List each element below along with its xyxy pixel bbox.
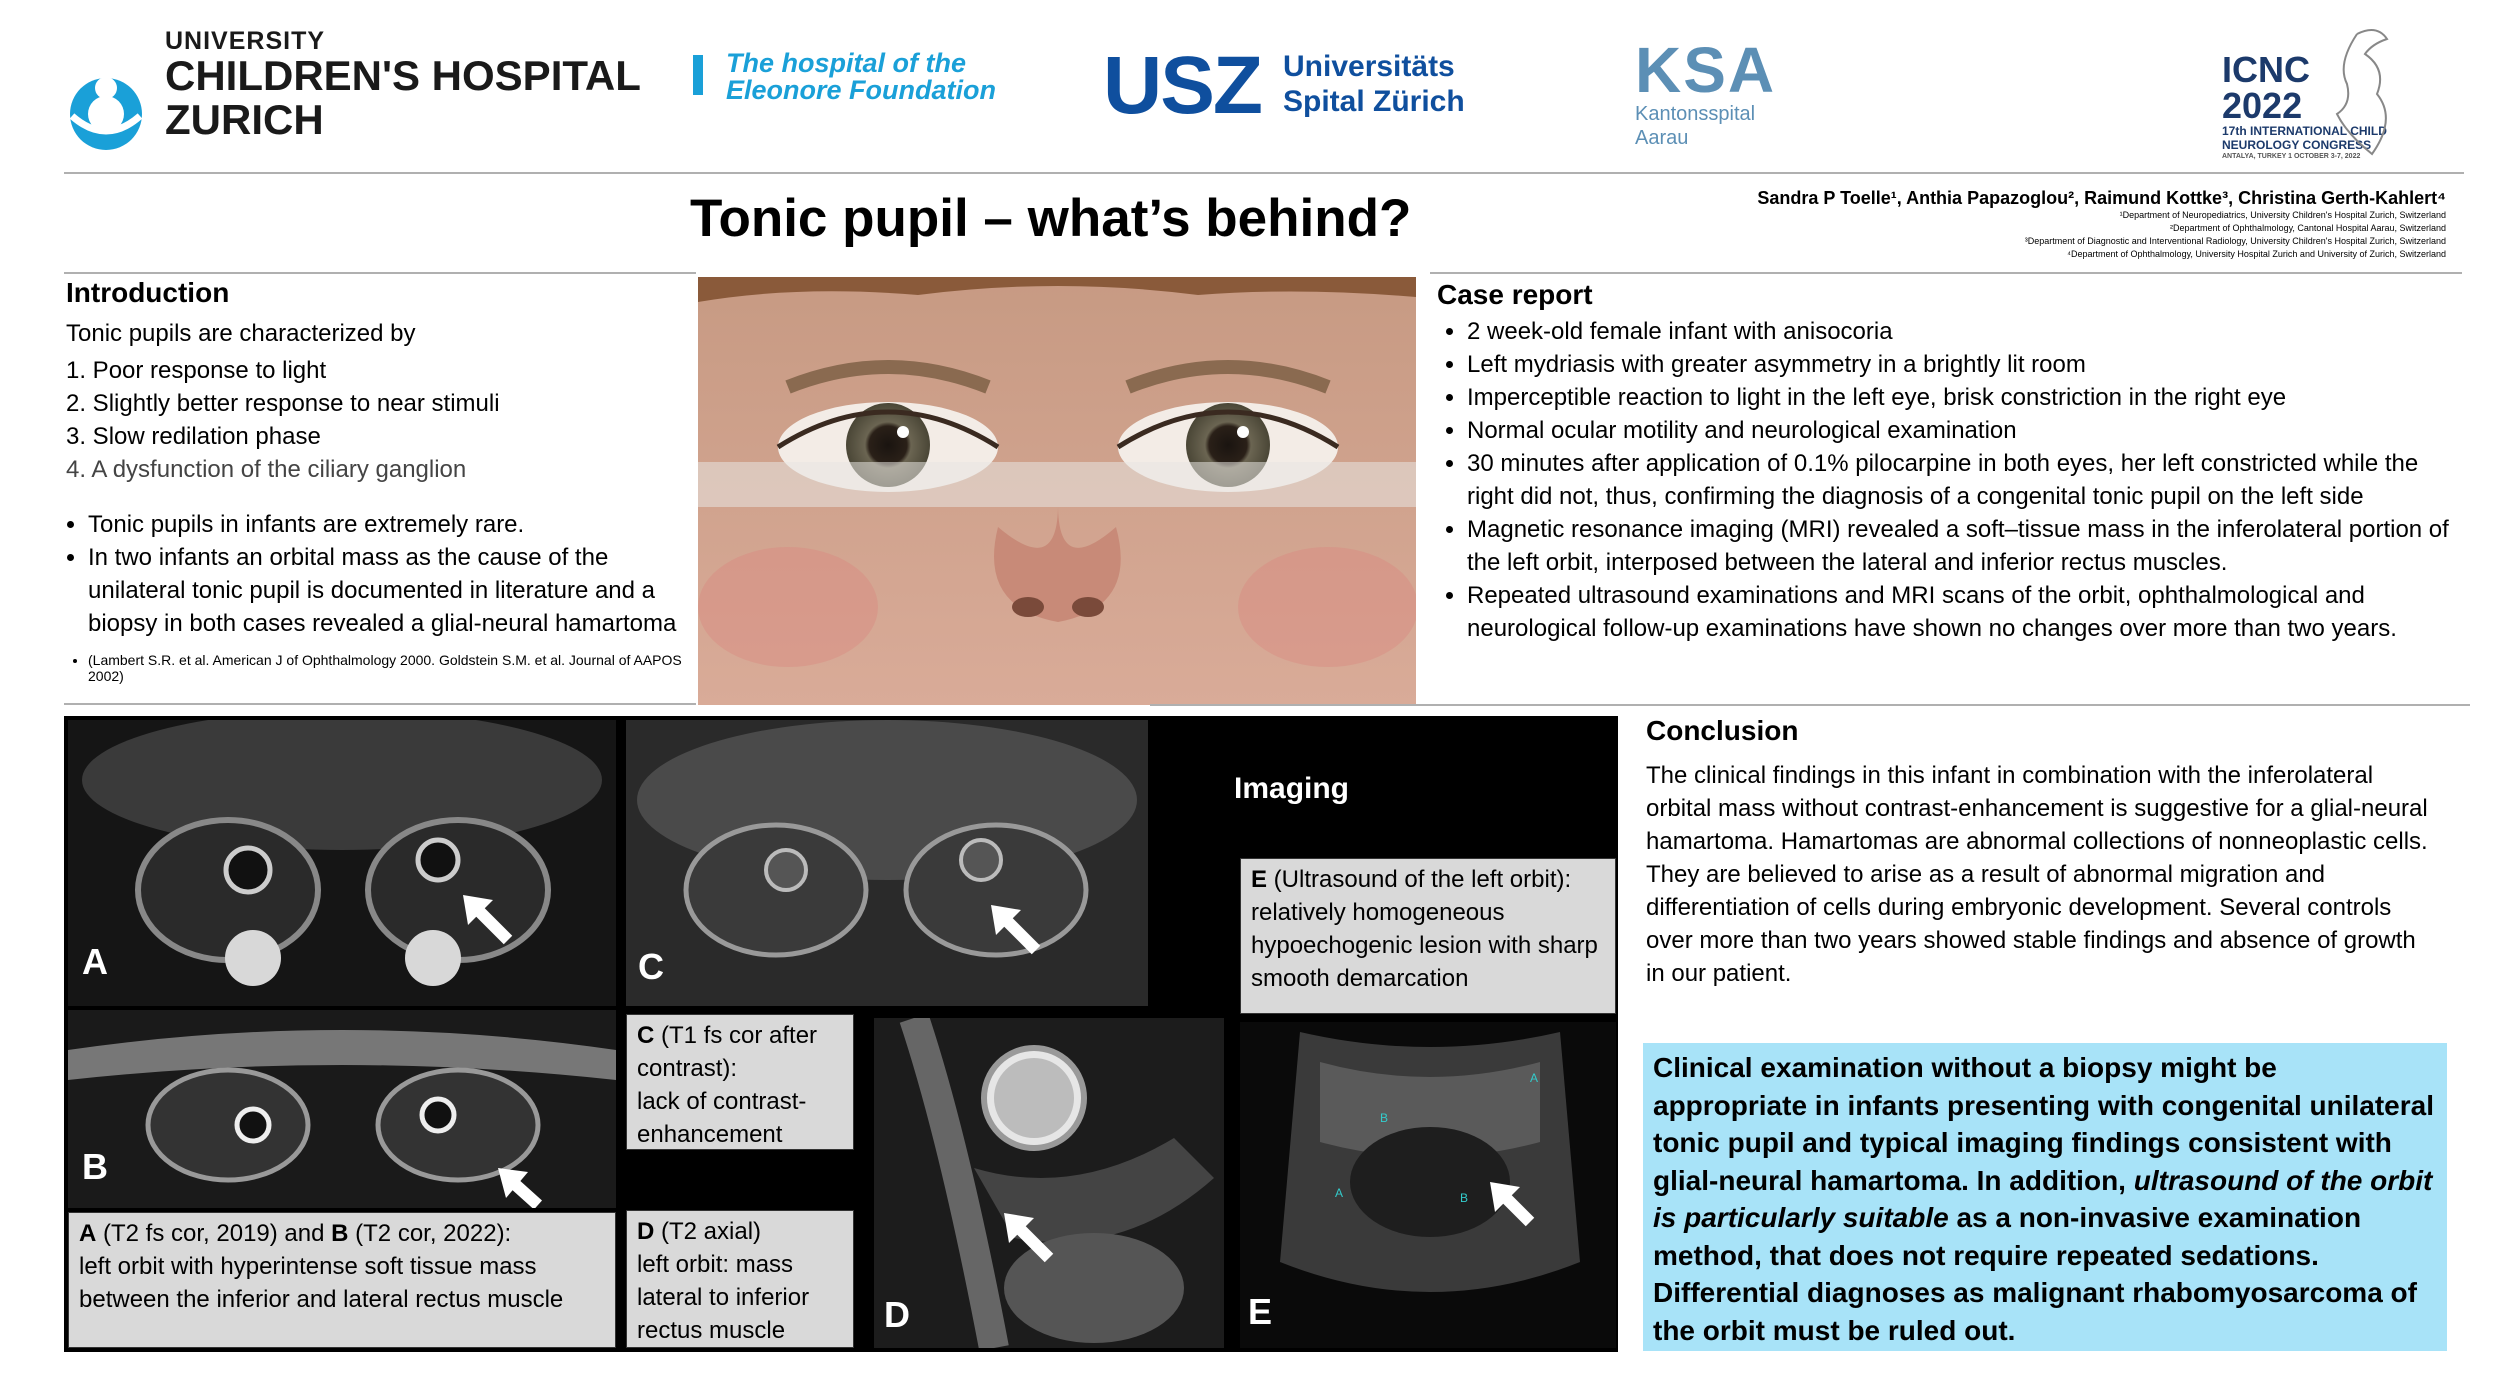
affiliation-1: ¹Department of Neuropediatrics, University Children's Hospital Zurich, Switzerland — [2119, 210, 2446, 220]
icnc-line1: ICNC — [2222, 49, 2310, 90]
ksa-line2: Aarau — [1635, 127, 1689, 149]
poster-title: Tonic pupil – what’s behind? — [690, 189, 1412, 248]
mid-divider — [1150, 704, 2470, 706]
mri-panel-c — [626, 720, 1148, 1006]
imaging-title: Imaging — [1234, 772, 1350, 805]
mri-panel-b — [68, 1010, 616, 1208]
icnc-line4: NEUROLOGY CONGRESS — [2222, 138, 2372, 153]
caption-ab-line2: left orbit with hyperintense soft tissue mass between the inferior and lateral rectus muscle — [79, 1253, 564, 1313]
caption-c — [626, 1014, 854, 1150]
ksa-abbr: KSA — [1635, 34, 1777, 106]
eleonore-line1: The hospital of the — [726, 48, 966, 78]
key-message-box — [1643, 1043, 2447, 1351]
case-divider — [1430, 272, 2462, 274]
infant-face-photo — [698, 277, 1416, 705]
key-message-part2: as a non-invasive examination method, that does not require repeated sedations. Differential diagnoses as malignant rhabomyosarcoma of the orbit must be ruled out. — [1653, 1202, 2417, 1346]
conclusion-heading: Conclusion — [1646, 715, 1799, 746]
affiliation-4: ⁴Department of Ophthalmology, University Hospital Zurich and University of Zurich, Switzerland — [2067, 249, 2446, 260]
list-item: 4. A dysfunction of the ciliary ganglion — [66, 456, 467, 483]
list-item: • Magnetic resonance imaging (MRI) revealed a soft–tissue mass in the inferolateral portion of the left orbit, interposed between the lateral and inferior rectus muscles. — [1467, 513, 2457, 579]
caption-e-text: (Ultrasound of the left orbit): relatively homogeneous hypoechogenic lesion with sharp smooth demarcation — [1251, 866, 1598, 992]
kids-hospital-wordmark — [165, 28, 641, 142]
icnc-logo — [2222, 49, 2387, 160]
usz-logo — [1103, 40, 1465, 131]
panel-label-a: A — [82, 941, 108, 982]
caption-d-text: (T2 axial) — [654, 1218, 762, 1245]
eleonore-logo-bar — [693, 55, 703, 95]
caption-c-line2: lack of contrast-enhancement — [637, 1088, 807, 1148]
conclusion-text: The clinical findings in this infant in combination with the inferolateral orbital mass without contrast-enhancement is suggestive for a glial-neural hamartoma. Hamartomas are abnormal collections of nonneoplastic cells. They are believed to arise as a result of abnormal migration and differentiation of cells during embryonic development. Several controls over more than two years showed stable findings and absence of growth in our patient. — [1646, 762, 2428, 987]
caption-c-letter: C — [637, 1022, 655, 1049]
intro-divider — [64, 272, 696, 274]
affiliation-2: ²Department of Ophthalmology, Cantonal Hospital Aarau, Switzerland — [2170, 223, 2446, 234]
authors-block — [1757, 188, 2446, 261]
usz-line2: Spital Zürich — [1283, 84, 1465, 118]
header-divider — [64, 172, 2464, 174]
list-item: 3. Slow redilation phase — [66, 423, 321, 450]
kids-hospital-logo — [60, 28, 660, 148]
list-item: • In two infants an orbital mass as the cause of the unilateral tonic pupil is documented in literature and a biopsy in both cases revealed a glial-neural hamartoma — [88, 541, 686, 640]
caption-ab — [68, 1212, 616, 1348]
characteristics-list — [66, 354, 686, 486]
mri-panel-a — [68, 720, 616, 1006]
list-item: • Imperceptible reaction to light in the left eye, brisk constriction in the right eye — [1467, 381, 2457, 414]
affiliations — [1757, 209, 2446, 261]
list-item: • Normal ocular motility and neurological examination — [1467, 414, 2457, 447]
case-report-section — [1437, 278, 2457, 645]
list-item: • Left mydriasis with greater asymmetry in a brightly lit room — [1467, 348, 2457, 381]
eleonore-logo — [726, 50, 996, 104]
kids-logo-line3: ZURICH — [165, 96, 324, 144]
mri-panel-d — [874, 1018, 1224, 1348]
caption-d — [626, 1210, 854, 1348]
panel-label-b: B — [82, 1146, 108, 1187]
usz-wordmark — [1283, 50, 1465, 119]
usz-abbr: USZ — [1103, 40, 1261, 131]
author-names: Sandra P Toelle¹, Anthia Papazoglou², Raimund Kottke³, Christina Gerth-Kahlert⁴ — [1757, 188, 2446, 208]
caption-a-text: (T2 fs cor, 2019) and — [96, 1220, 332, 1247]
caption-d-line2: left orbit: mass lateral to inferior rectus muscle — [637, 1251, 810, 1344]
caption-d-letter: D — [637, 1218, 655, 1245]
key-message-part1: Clinical examination without a biopsy might be appropriate in infants presenting with congenital unilateral tonic pupil and typical imaging findings consistent with glial-neural hamartoma. In addition, — [1653, 1052, 2434, 1196]
case-report-heading: Case report — [1437, 279, 1593, 310]
list-item: • Tonic pupils in infants are extremely rare. — [88, 508, 686, 541]
intro-bottom-divider — [64, 703, 696, 705]
caption-e — [1240, 858, 1616, 1014]
caption-e-letter: E — [1251, 866, 1268, 893]
infant-face-illustration — [698, 277, 1416, 705]
list-item: • 30 minutes after application of 0.1% pilocarpine in both eyes, her left constricted while the right did not, thus, confirming the diagnosis of a congenital tonic pupil on the left side — [1467, 447, 2457, 513]
introduction-section — [66, 276, 686, 684]
icnc-line2: 2022 — [2222, 85, 2303, 126]
ksa-logo — [1635, 34, 1777, 150]
caption-b-letter: B — [331, 1220, 349, 1247]
introduction-lead: Tonic pupils are characterized by — [66, 320, 416, 347]
list-item: • Repeated ultrasound examinations and MRI scans of the orbit, ophthalmological and neurological follow-up examinations have shown no changes over more than two years. — [1467, 579, 2457, 645]
panel-label-c: C — [638, 946, 664, 987]
usz-line1: Universitäts — [1283, 50, 1455, 83]
conclusion-section — [1646, 714, 2436, 990]
case-report-bullets — [1437, 315, 2457, 645]
caption-b-text: (T2 cor, 2022): — [348, 1220, 512, 1247]
kids-hospital-symbol-icon — [60, 64, 152, 156]
svg-text:B: B — [1460, 1191, 1469, 1205]
caption-a-letter: A — [79, 1220, 97, 1247]
panel-label-d: D — [884, 1294, 910, 1335]
ultrasound-panel-e — [1240, 1022, 1616, 1348]
list-item: • 2 week-old female infant with anisocoria — [1467, 315, 2457, 348]
imaging-panel — [64, 716, 1618, 1352]
eleonore-line2: Eleonore Foundation — [726, 75, 996, 105]
panel-label-e: E — [1248, 1291, 1273, 1332]
kids-logo-line1: UNIVERSITY — [165, 27, 326, 55]
svg-text:A: A — [1530, 1071, 1539, 1085]
affiliation-3: ³Department of Diagnostic and Interventional Radiology, University Children's Hospital Zurich, Switzerland — [2024, 236, 2446, 247]
introduction-heading: Introduction — [66, 277, 230, 308]
icnc-dancer-icon — [2317, 24, 2402, 159]
list-item: 2. Slightly better response to near stimuli — [66, 390, 500, 417]
kids-logo-line2: CHILDREN'S HOSPITAL — [165, 52, 641, 100]
icnc-line5: ANTALYA, TURKEY 1 OCTOBER 3-7, 2022 — [2222, 152, 2361, 160]
ksa-line1: Kantonsspital — [1635, 103, 1756, 125]
list-item: 1. Poor response to light — [66, 357, 327, 384]
svg-text:B: B — [1380, 1111, 1389, 1125]
literature-reference: • (Lambert S.R. et al. American J of Ophthalmology 2000. Goldstein S.M. et al. Journal of AAPOS 2002) — [88, 652, 686, 684]
intro-bullets — [66, 508, 686, 684]
svg-text:A: A — [1335, 1186, 1344, 1200]
caption-c-text: (T1 fs cor after contrast): — [637, 1022, 818, 1082]
key-message-italic: ultrasound of the orbit is particularly suitable — [1653, 1164, 2433, 1233]
icnc-line3: 17th INTERNATIONAL CHILD — [2222, 124, 2387, 138]
